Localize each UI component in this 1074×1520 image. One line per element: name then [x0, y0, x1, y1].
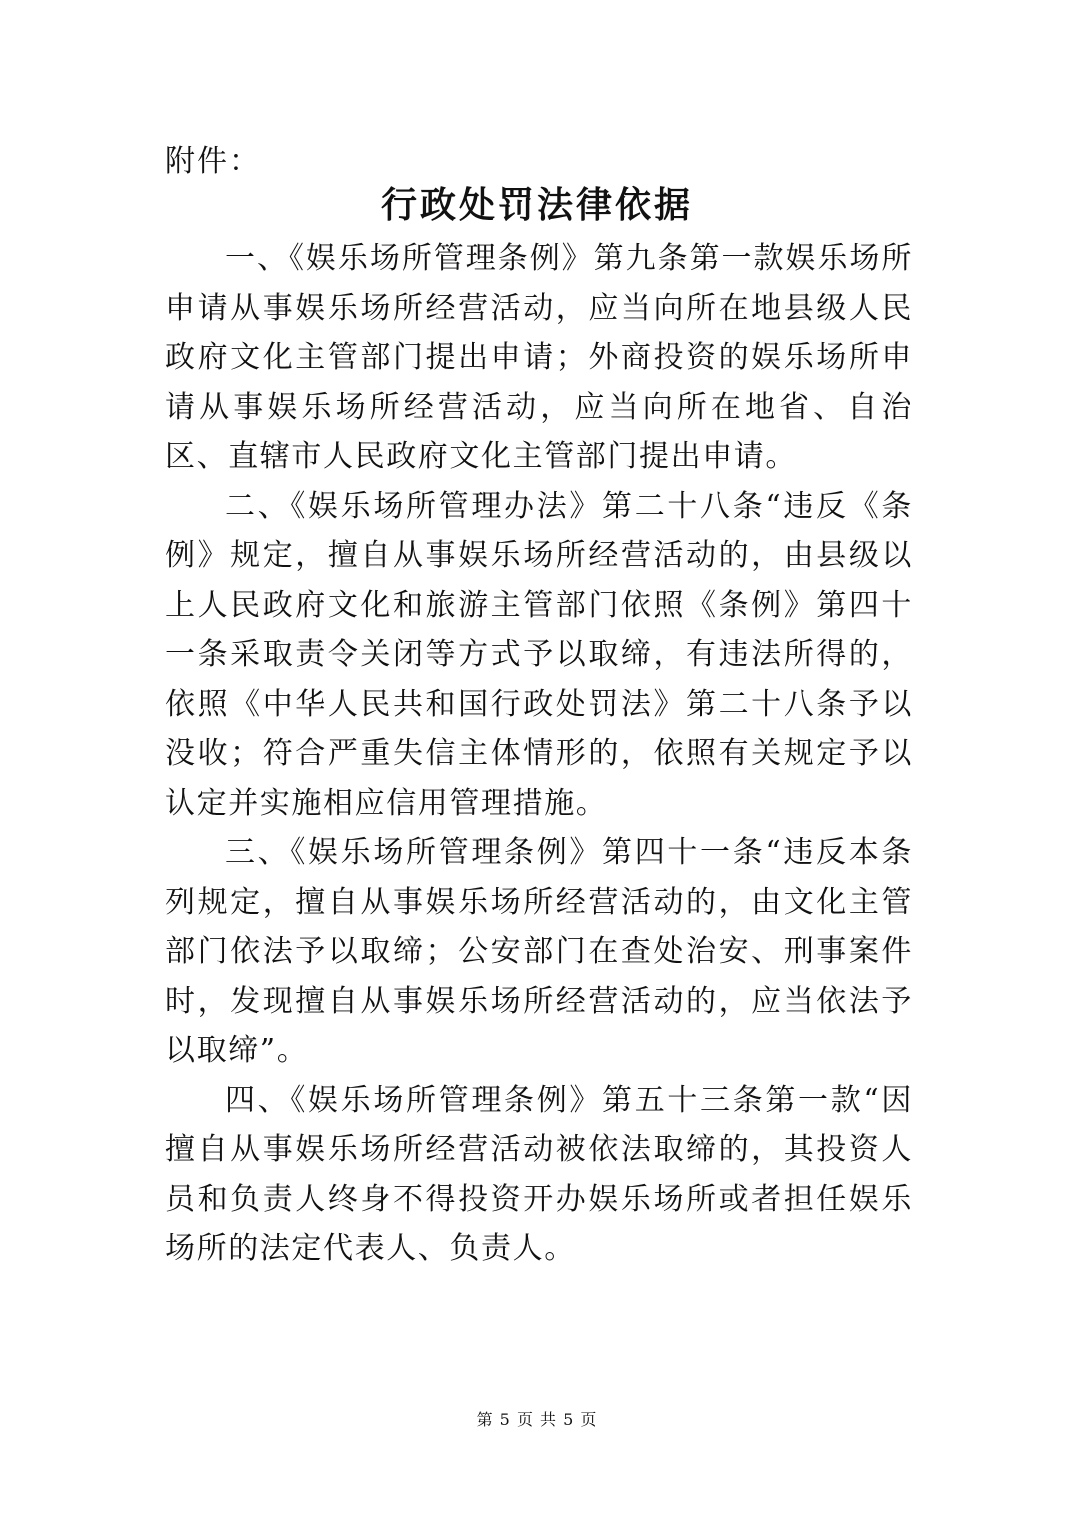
page-number-footer: 第 5 页 共 5 页 [476, 1410, 598, 1429]
paragraph-3: 三、《娱乐场所管理条例》第四十一条“违反本条列规定，擅自从事娱乐场所经营活动的，由文化主管部门依法予以取缔；公安部门在查处治安、刑事案件时，发现擅自从事娱乐场所经营活动的，应当依法予以取缔”。 [165, 835, 913, 1068]
paragraph-1: 一、《娱乐场所管理条例》第九条第一款娱乐场所申请从事娱乐场所经营活动，应当向所在地县级人民政府文化主管部门提出申请；外商投资的娱乐场所申请从事娱乐场所经营活动，应当向所在地省、自治区、直辖市人民政府文化主管部门提出申请。 [165, 241, 913, 474]
attachment-label: 附件： [165, 144, 261, 179]
paragraph-2: 二、《娱乐场所管理办法》第二十八条“违反《条例》规定，擅自从事娱乐场所经营活动的，由县级以上人民政府文化和旅游主管部门依照《条例》第四十一条采取责令关闭等方式予以取缔，有违法所得的，依照《中华人民共和国行政处罚法》第二十八条予以没收；符合严重失信主体情形的，依照有关规定予以认定并实施相应信用管理措施。 [165, 488, 913, 821]
document-title: 行政处罚法律依据 [380, 184, 693, 226]
document-body [165, 234, 913, 1274]
paragraph-4: 四、《娱乐场所管理条例》第五十三条第一款“因擅自从事娱乐场所经营活动被依法取缔的，其投资人员和负责人终身不得投资开办娱乐场所或者担任娱乐场所的法定代表人、负责人。 [165, 1082, 913, 1266]
